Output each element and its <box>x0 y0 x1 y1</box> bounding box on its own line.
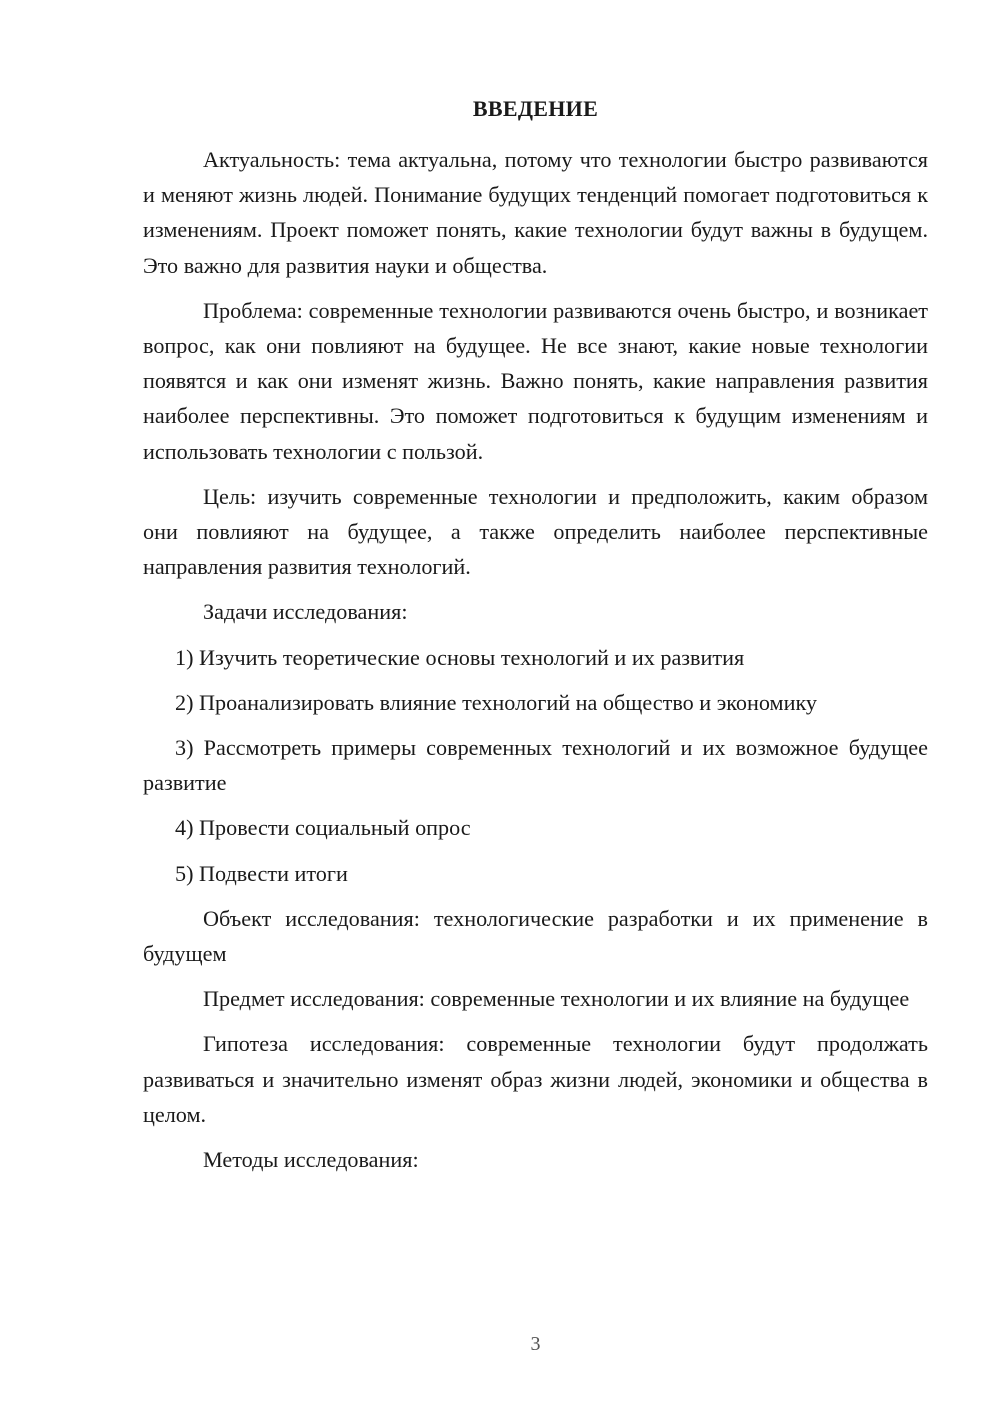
task-item-4: 4) Провести социальный опрос <box>175 815 471 841</box>
document-page <box>143 0 928 1414</box>
document-body <box>143 142 928 1187</box>
task-item-3: 3) Рассмотреть примеры современных технологий и их возможное будущее развитие <box>143 735 928 796</box>
task-item-1: 1) Изучить теоретические основы технологий и их развития <box>175 644 745 670</box>
task-item-2: 2) Проанализировать влияние технологий на общество и экономику <box>175 689 818 715</box>
paragraph-subject: Предмет исследования: современные технологии и их влияние на будущее <box>203 986 910 1012</box>
task-item-5: 5) Подвести итоги <box>175 860 348 886</box>
paragraph-object: Объект исследования: технологические разработки и их применение в будущем <box>143 905 928 967</box>
page-number: 3 <box>530 1333 541 1355</box>
paragraph-relevance: Актуальность: тема актуальна, потому что технологии быстро развиваются и меняют жизнь людей. Понимание будущих тенденций помогает подготовиться к изменениям. Проект поможет понять, какие технологии будут важны в будущем. Это важно для развития науки и общества. <box>143 147 928 278</box>
page-title: ВВЕДЕНИЕ <box>472 96 599 121</box>
paragraph-goal: Цель: изучить современные технологии и предположить, каким образом они повлияют на будущее, а также определить наиболее перспективные направления развития технологий. <box>143 483 928 580</box>
paragraph-methods-heading: Методы исследования: <box>203 1147 419 1173</box>
paragraph-problem: Проблема: современные технологии развиваются очень быстро, и возникает вопрос, как они повлияют на будущее. Не все знают, какие новые технологии появятся и как они изменят жизнь. Важно понять, какие направления развития наиболее перспективны. Это поможет подготовиться к будущим изменениям и использовать технологии с пользой. <box>143 297 928 464</box>
paragraph-tasks-heading: Задачи исследования: <box>203 599 408 625</box>
paragraph-hypothesis: Гипотеза исследования: современные технологии будут продолжать развиваться и значительно изменят образ жизни людей, экономики и общества в целом. <box>143 1031 928 1127</box>
